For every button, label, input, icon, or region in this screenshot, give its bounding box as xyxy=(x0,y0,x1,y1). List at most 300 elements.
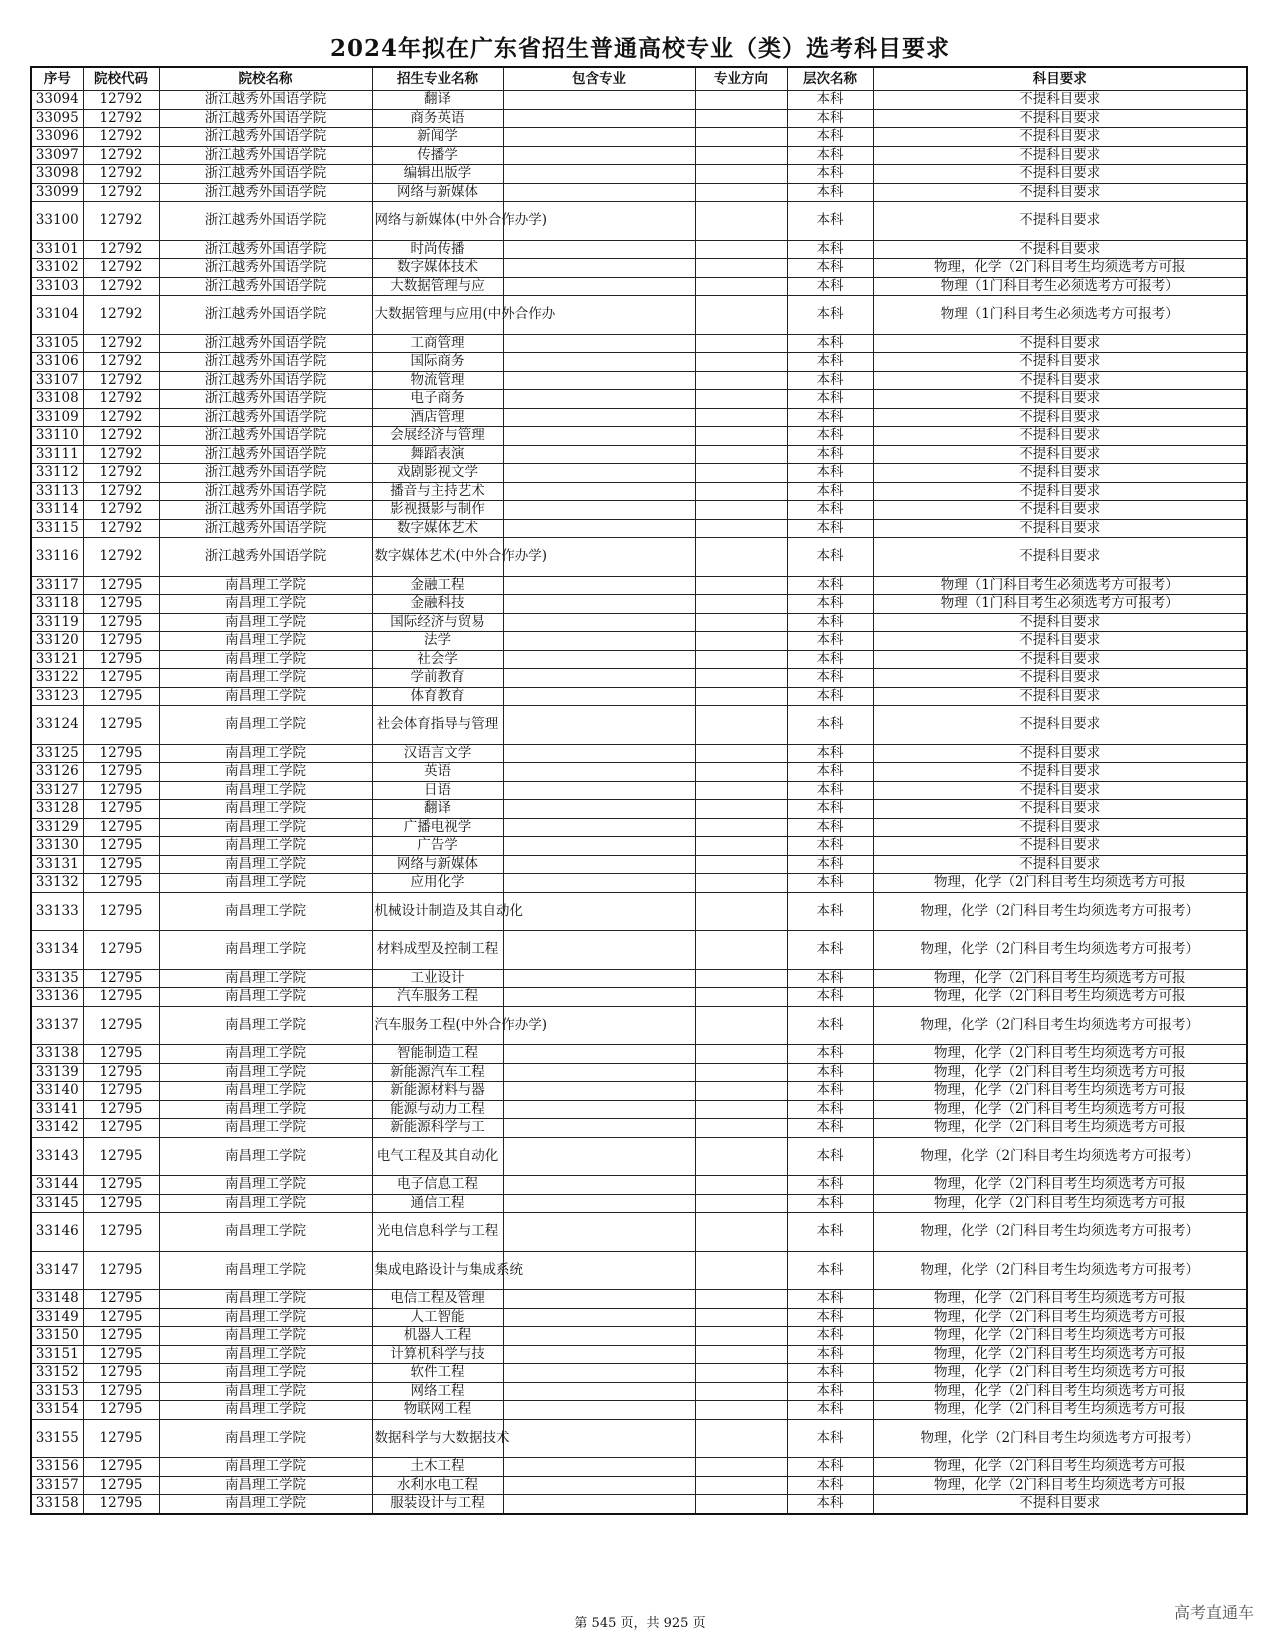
cell-major-name: 会展经济与管理 xyxy=(372,427,503,446)
cell-seq: 33138 xyxy=(31,1045,83,1064)
cell-level: 本科 xyxy=(787,818,873,837)
cell-school-name: 南昌理工学院 xyxy=(159,969,372,988)
cell-level: 本科 xyxy=(787,1119,873,1138)
cell-seq: 33135 xyxy=(31,969,83,988)
table-header xyxy=(31,67,1247,91)
cell-school-name: 浙江越秀外国语学院 xyxy=(159,91,372,110)
cell-included-majors xyxy=(503,1327,695,1346)
cell-direction xyxy=(695,744,787,763)
cell-school-code: 12792 xyxy=(83,427,159,446)
cell-seq: 33154 xyxy=(31,1401,83,1420)
cell-school-code: 12792 xyxy=(83,371,159,390)
cell-subject-requirement: 物理，化学（2门科目考生均须选考方可报考） xyxy=(873,1137,1247,1176)
cell-major-name: 软件工程 xyxy=(372,1364,503,1383)
cell-level: 本科 xyxy=(787,763,873,782)
cell-major-name: 电信工程及管理 xyxy=(372,1290,503,1309)
cell-seq: 33094 xyxy=(31,91,83,110)
cell-subject-requirement: 不提科目要求 xyxy=(873,837,1247,856)
cell-school-name: 南昌理工学院 xyxy=(159,744,372,763)
cell-seq: 33137 xyxy=(31,1006,83,1045)
cell-school-name: 南昌理工学院 xyxy=(159,1401,372,1420)
cell-included-majors xyxy=(503,109,695,128)
cell-seq: 33136 xyxy=(31,988,83,1007)
cell-seq: 33133 xyxy=(31,892,83,931)
cell-included-majors xyxy=(503,91,695,110)
cell-seq: 33153 xyxy=(31,1382,83,1401)
cell-included-majors xyxy=(503,501,695,520)
cell-subject-requirement: 不提科目要求 xyxy=(873,519,1247,538)
cell-direction xyxy=(695,519,787,538)
cell-school-name: 南昌理工学院 xyxy=(159,576,372,595)
cell-school-name: 南昌理工学院 xyxy=(159,800,372,819)
cell-school-code: 12795 xyxy=(83,1176,159,1195)
cell-school-code: 12795 xyxy=(83,1082,159,1101)
cell-school-name: 南昌理工学院 xyxy=(159,1119,372,1138)
table-row xyxy=(31,1290,1247,1309)
cell-included-majors xyxy=(503,277,695,296)
cell-included-majors xyxy=(503,1137,695,1176)
cell-school-name: 浙江越秀外国语学院 xyxy=(159,277,372,296)
cell-direction xyxy=(695,763,787,782)
cell-included-majors xyxy=(503,595,695,614)
cell-seq: 33096 xyxy=(31,128,83,147)
cell-school-code: 12795 xyxy=(83,1458,159,1477)
cell-major-name: 电子信息工程 xyxy=(372,1176,503,1195)
cell-direction xyxy=(695,1290,787,1309)
cell-included-majors xyxy=(503,1458,695,1477)
cell-subject-requirement: 物理，化学（2门科目考生均须选考方可报考） xyxy=(873,1006,1247,1045)
cell-included-majors xyxy=(503,763,695,782)
cell-school-name: 浙江越秀外国语学院 xyxy=(159,259,372,278)
cell-seq: 33112 xyxy=(31,464,83,483)
cell-major-name: 集成电路设计与集成系统 xyxy=(372,1251,503,1290)
cell-major-name: 时尚传播 xyxy=(372,240,503,259)
cell-included-majors xyxy=(503,259,695,278)
cell-school-code: 12792 xyxy=(83,202,159,241)
cell-subject-requirement: 物理，化学（2门科目考生均须选考方可报 xyxy=(873,988,1247,1007)
cell-level: 本科 xyxy=(787,595,873,614)
cell-school-name: 南昌理工学院 xyxy=(159,687,372,706)
cell-level: 本科 xyxy=(787,1251,873,1290)
cell-direction xyxy=(695,408,787,427)
cell-subject-requirement: 物理，化学（2门科目考生均须选考方可报 xyxy=(873,259,1247,278)
cell-included-majors xyxy=(503,1063,695,1082)
cell-seq: 33116 xyxy=(31,538,83,577)
cell-major-name: 汽车服务工程(中外合作办学) xyxy=(372,1006,503,1045)
cell-school-name: 南昌理工学院 xyxy=(159,1213,372,1252)
cell-direction xyxy=(695,1327,787,1346)
table-row xyxy=(31,445,1247,464)
cell-school-name: 南昌理工学院 xyxy=(159,1458,372,1477)
cell-seq: 33142 xyxy=(31,1119,83,1138)
cell-subject-requirement: 不提科目要求 xyxy=(873,91,1247,110)
cell-seq: 33119 xyxy=(31,613,83,632)
cell-direction xyxy=(695,427,787,446)
cell-school-name: 浙江越秀外国语学院 xyxy=(159,109,372,128)
cell-included-majors xyxy=(503,165,695,184)
cell-level: 本科 xyxy=(787,800,873,819)
cell-direction xyxy=(695,1419,787,1458)
cell-direction xyxy=(695,1045,787,1064)
cell-school-name: 南昌理工学院 xyxy=(159,1364,372,1383)
cell-direction xyxy=(695,183,787,202)
cell-school-code: 12795 xyxy=(83,1045,159,1064)
cell-seq: 33141 xyxy=(31,1100,83,1119)
cell-direction xyxy=(695,1006,787,1045)
cell-level: 本科 xyxy=(787,1364,873,1383)
cell-subject-requirement: 不提科目要求 xyxy=(873,334,1247,353)
cell-included-majors xyxy=(503,183,695,202)
cell-level: 本科 xyxy=(787,464,873,483)
cell-school-code: 12792 xyxy=(83,183,159,202)
cell-level: 本科 xyxy=(787,1495,873,1514)
cell-subject-requirement: 不提科目要求 xyxy=(873,687,1247,706)
header-major-name: 招生专业名称 xyxy=(372,67,503,91)
cell-level: 本科 xyxy=(787,1063,873,1082)
cell-seq: 33099 xyxy=(31,183,83,202)
cell-level: 本科 xyxy=(787,969,873,988)
cell-direction xyxy=(695,988,787,1007)
cell-school-code: 12792 xyxy=(83,501,159,520)
cell-direction xyxy=(695,800,787,819)
cell-subject-requirement: 物理，化学（2门科目考生均须选考方可报 xyxy=(873,969,1247,988)
cell-school-code: 12792 xyxy=(83,109,159,128)
table-row xyxy=(31,1213,1247,1252)
table-row xyxy=(31,1308,1247,1327)
cell-subject-requirement: 不提科目要求 xyxy=(873,669,1247,688)
cell-seq: 33126 xyxy=(31,763,83,782)
cell-school-code: 12792 xyxy=(83,445,159,464)
cell-level: 本科 xyxy=(787,706,873,745)
cell-level: 本科 xyxy=(787,837,873,856)
cell-included-majors xyxy=(503,874,695,893)
cell-school-name: 浙江越秀外国语学院 xyxy=(159,146,372,165)
cell-school-code: 12792 xyxy=(83,259,159,278)
cell-major-name: 汽车服务工程 xyxy=(372,988,503,1007)
table-row xyxy=(31,427,1247,446)
table-row xyxy=(31,800,1247,819)
cell-included-majors xyxy=(503,892,695,931)
cell-subject-requirement: 不提科目要求 xyxy=(873,781,1247,800)
cell-direction xyxy=(695,165,787,184)
cell-school-name: 南昌理工学院 xyxy=(159,650,372,669)
table-row xyxy=(31,277,1247,296)
cell-level: 本科 xyxy=(787,519,873,538)
cell-direction xyxy=(695,1495,787,1514)
table-row xyxy=(31,482,1247,501)
table-row xyxy=(31,1119,1247,1138)
table-row xyxy=(31,669,1247,688)
cell-seq: 33123 xyxy=(31,687,83,706)
cell-school-code: 12795 xyxy=(83,1006,159,1045)
cell-major-name: 机器人工程 xyxy=(372,1327,503,1346)
cell-school-name: 南昌理工学院 xyxy=(159,1308,372,1327)
cell-major-name: 材料成型及控制工程 xyxy=(372,931,503,970)
cell-level: 本科 xyxy=(787,613,873,632)
cell-level: 本科 xyxy=(787,445,873,464)
cell-major-name: 国际商务 xyxy=(372,353,503,372)
cell-subject-requirement: 物理，化学（2门科目考生均须选考方可报 xyxy=(873,1401,1247,1420)
table-row xyxy=(31,334,1247,353)
cell-school-name: 南昌理工学院 xyxy=(159,1100,372,1119)
table-row xyxy=(31,781,1247,800)
cell-seq: 33118 xyxy=(31,595,83,614)
cell-school-code: 12795 xyxy=(83,1401,159,1420)
cell-school-code: 12792 xyxy=(83,240,159,259)
cell-subject-requirement: 不提科目要求 xyxy=(873,240,1247,259)
cell-school-name: 南昌理工学院 xyxy=(159,1176,372,1195)
cell-level: 本科 xyxy=(787,650,873,669)
cell-subject-requirement: 物理，化学（2门科目考生均须选考方可报考） xyxy=(873,1419,1247,1458)
cell-major-name: 翻译 xyxy=(372,800,503,819)
header-included-majors: 包含专业 xyxy=(503,67,695,91)
cell-included-majors xyxy=(503,706,695,745)
cell-seq: 33101 xyxy=(31,240,83,259)
cell-included-majors xyxy=(503,613,695,632)
cell-school-code: 12792 xyxy=(83,277,159,296)
cell-school-name: 浙江越秀外国语学院 xyxy=(159,128,372,147)
cell-school-code: 12795 xyxy=(83,874,159,893)
cell-included-majors xyxy=(503,390,695,409)
cell-included-majors xyxy=(503,1345,695,1364)
cell-school-name: 南昌理工学院 xyxy=(159,763,372,782)
cell-seq: 33131 xyxy=(31,855,83,874)
cell-subject-requirement: 不提科目要求 xyxy=(873,1495,1247,1514)
cell-school-code: 12795 xyxy=(83,687,159,706)
table-row xyxy=(31,1327,1247,1346)
cell-direction xyxy=(695,1251,787,1290)
cell-seq: 33158 xyxy=(31,1495,83,1514)
cell-seq: 33129 xyxy=(31,818,83,837)
header-seq: 序号 xyxy=(31,67,83,91)
cell-level: 本科 xyxy=(787,334,873,353)
cell-direction xyxy=(695,613,787,632)
cell-subject-requirement: 物理（1门科目考生必须选考方可报考） xyxy=(873,296,1247,335)
cell-major-name: 水利水电工程 xyxy=(372,1476,503,1495)
cell-school-code: 12795 xyxy=(83,969,159,988)
cell-included-majors xyxy=(503,931,695,970)
cell-subject-requirement: 不提科目要求 xyxy=(873,855,1247,874)
table-row xyxy=(31,818,1247,837)
cell-direction xyxy=(695,1364,787,1383)
cell-direction xyxy=(695,781,787,800)
cell-major-name: 应用化学 xyxy=(372,874,503,893)
cell-level: 本科 xyxy=(787,892,873,931)
cell-school-code: 12795 xyxy=(83,595,159,614)
table-row xyxy=(31,613,1247,632)
cell-school-name: 南昌理工学院 xyxy=(159,1290,372,1309)
cell-school-code: 12795 xyxy=(83,744,159,763)
cell-subject-requirement: 物理，化学（2门科目考生均须选考方可报 xyxy=(873,1382,1247,1401)
cell-subject-requirement: 不提科目要求 xyxy=(873,353,1247,372)
cell-major-name: 金融科技 xyxy=(372,595,503,614)
cell-school-code: 12792 xyxy=(83,390,159,409)
cell-direction xyxy=(695,1308,787,1327)
cell-subject-requirement: 不提科目要求 xyxy=(873,706,1247,745)
cell-school-name: 南昌理工学院 xyxy=(159,781,372,800)
cell-school-name: 南昌理工学院 xyxy=(159,988,372,1007)
cell-seq: 33120 xyxy=(31,632,83,651)
cell-school-name: 浙江越秀外国语学院 xyxy=(159,240,372,259)
table-row xyxy=(31,1137,1247,1176)
cell-seq: 33155 xyxy=(31,1419,83,1458)
cell-school-code: 12795 xyxy=(83,1100,159,1119)
cell-level: 本科 xyxy=(787,202,873,241)
cell-major-name: 广告学 xyxy=(372,837,503,856)
cell-seq: 33156 xyxy=(31,1458,83,1477)
cell-subject-requirement: 不提科目要求 xyxy=(873,538,1247,577)
cell-major-name: 舞蹈表演 xyxy=(372,445,503,464)
table-row xyxy=(31,408,1247,427)
cell-direction xyxy=(695,1458,787,1477)
cell-level: 本科 xyxy=(787,781,873,800)
cell-seq: 33106 xyxy=(31,353,83,372)
cell-major-name: 机械设计制造及其自动化 xyxy=(372,892,503,931)
table-row xyxy=(31,1401,1247,1420)
cell-school-name: 南昌理工学院 xyxy=(159,1251,372,1290)
cell-level: 本科 xyxy=(787,482,873,501)
cell-major-name: 土木工程 xyxy=(372,1458,503,1477)
cell-school-code: 12795 xyxy=(83,576,159,595)
cell-direction xyxy=(695,706,787,745)
cell-major-name: 智能制造工程 xyxy=(372,1045,503,1064)
cell-major-name: 商务英语 xyxy=(372,109,503,128)
cell-subject-requirement: 不提科目要求 xyxy=(873,427,1247,446)
cell-major-name: 数据科学与大数据技术 xyxy=(372,1419,503,1458)
cell-direction xyxy=(695,501,787,520)
cell-seq: 33144 xyxy=(31,1176,83,1195)
cell-direction xyxy=(695,109,787,128)
cell-subject-requirement: 物理，化学（2门科目考生均须选考方可报 xyxy=(873,1308,1247,1327)
cell-major-name: 数字媒体技术 xyxy=(372,259,503,278)
cell-level: 本科 xyxy=(787,855,873,874)
cell-major-name: 新闻学 xyxy=(372,128,503,147)
cell-seq: 33130 xyxy=(31,837,83,856)
cell-level: 本科 xyxy=(787,1290,873,1309)
cell-school-name: 南昌理工学院 xyxy=(159,706,372,745)
cell-school-name: 南昌理工学院 xyxy=(159,931,372,970)
cell-major-name: 新能源材料与器 xyxy=(372,1082,503,1101)
cell-level: 本科 xyxy=(787,1419,873,1458)
cell-seq: 33102 xyxy=(31,259,83,278)
cell-level: 本科 xyxy=(787,128,873,147)
cell-direction xyxy=(695,1063,787,1082)
cell-subject-requirement: 物理，化学（2门科目考生均须选考方可报 xyxy=(873,1100,1247,1119)
cell-level: 本科 xyxy=(787,874,873,893)
cell-school-code: 12792 xyxy=(83,353,159,372)
cell-included-majors xyxy=(503,128,695,147)
cell-level: 本科 xyxy=(787,988,873,1007)
cell-included-majors xyxy=(503,427,695,446)
cell-school-code: 12795 xyxy=(83,1308,159,1327)
cell-school-name: 浙江越秀外国语学院 xyxy=(159,165,372,184)
cell-seq: 33111 xyxy=(31,445,83,464)
cell-school-code: 12795 xyxy=(83,632,159,651)
cell-included-majors xyxy=(503,576,695,595)
cell-subject-requirement: 物理，化学（2门科目考生均须选考方可报 xyxy=(873,1458,1247,1477)
cell-major-name: 网络与新媒体 xyxy=(372,183,503,202)
cell-included-majors xyxy=(503,146,695,165)
cell-level: 本科 xyxy=(787,240,873,259)
cell-school-code: 12795 xyxy=(83,988,159,1007)
cell-seq: 33109 xyxy=(31,408,83,427)
cell-level: 本科 xyxy=(787,1045,873,1064)
cell-seq: 33145 xyxy=(31,1194,83,1213)
cell-school-code: 12795 xyxy=(83,837,159,856)
cell-seq: 33113 xyxy=(31,482,83,501)
cell-seq: 33117 xyxy=(31,576,83,595)
cell-level: 本科 xyxy=(787,277,873,296)
cell-school-code: 12792 xyxy=(83,464,159,483)
cell-school-code: 12792 xyxy=(83,482,159,501)
cell-seq: 33115 xyxy=(31,519,83,538)
table-row xyxy=(31,988,1247,1007)
cell-included-majors xyxy=(503,650,695,669)
cell-included-majors xyxy=(503,800,695,819)
cell-seq: 33105 xyxy=(31,334,83,353)
table-row xyxy=(31,576,1247,595)
table-row xyxy=(31,109,1247,128)
table-row xyxy=(31,202,1247,241)
brand-watermark: 高考直通车 xyxy=(1173,1603,1254,1622)
cell-direction xyxy=(695,818,787,837)
cell-school-name: 南昌理工学院 xyxy=(159,818,372,837)
table-row xyxy=(31,1006,1247,1045)
cell-major-name: 大数据管理与应用(中外合作办 xyxy=(372,296,503,335)
cell-school-name: 浙江越秀外国语学院 xyxy=(159,371,372,390)
cell-seq: 33149 xyxy=(31,1308,83,1327)
cell-included-majors xyxy=(503,988,695,1007)
table-row xyxy=(31,1063,1247,1082)
cell-subject-requirement: 不提科目要求 xyxy=(873,128,1247,147)
cell-seq: 33134 xyxy=(31,931,83,970)
cell-school-name: 浙江越秀外国语学院 xyxy=(159,353,372,372)
table-row xyxy=(31,1251,1247,1290)
cell-included-majors xyxy=(503,408,695,427)
cell-included-majors xyxy=(503,818,695,837)
cell-major-name: 光电信息科学与工程 xyxy=(372,1213,503,1252)
table-row xyxy=(31,1458,1247,1477)
cell-seq: 33097 xyxy=(31,146,83,165)
cell-school-name: 浙江越秀外国语学院 xyxy=(159,390,372,409)
cell-school-name: 浙江越秀外国语学院 xyxy=(159,183,372,202)
cell-school-code: 12792 xyxy=(83,165,159,184)
cell-major-name: 通信工程 xyxy=(372,1194,503,1213)
cell-school-name: 南昌理工学院 xyxy=(159,1194,372,1213)
cell-level: 本科 xyxy=(787,1006,873,1045)
cell-seq: 33125 xyxy=(31,744,83,763)
table-row xyxy=(31,91,1247,110)
cell-subject-requirement: 物理，化学（2门科目考生均须选考方可报 xyxy=(873,1063,1247,1082)
cell-subject-requirement: 物理，化学（2门科目考生均须选考方可报 xyxy=(873,1119,1247,1138)
cell-school-code: 12795 xyxy=(83,763,159,782)
cell-included-majors xyxy=(503,482,695,501)
table-row xyxy=(31,855,1247,874)
cell-direction xyxy=(695,202,787,241)
cell-seq: 33110 xyxy=(31,427,83,446)
table-row xyxy=(31,744,1247,763)
cell-school-code: 12795 xyxy=(83,1137,159,1176)
cell-direction xyxy=(695,1082,787,1101)
cell-included-majors xyxy=(503,855,695,874)
cell-major-name: 网络与新媒体(中外合作办学) xyxy=(372,202,503,241)
cell-school-name: 南昌理工学院 xyxy=(159,1476,372,1495)
cell-direction xyxy=(695,259,787,278)
table-row xyxy=(31,687,1247,706)
cell-school-name: 南昌理工学院 xyxy=(159,874,372,893)
cell-included-majors xyxy=(503,1045,695,1064)
cell-school-name: 浙江越秀外国语学院 xyxy=(159,427,372,446)
